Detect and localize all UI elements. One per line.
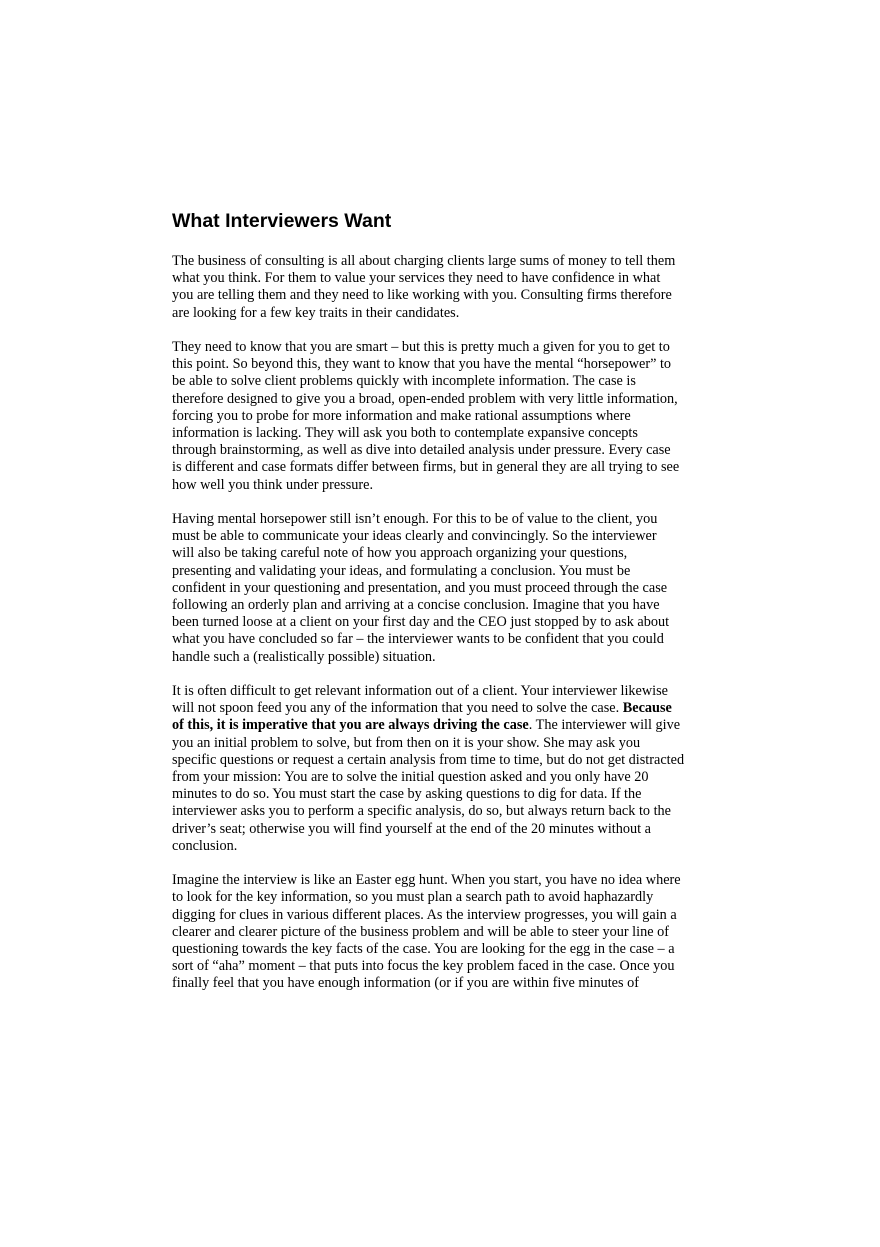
text-line: presenting and validating your ideas, and formulating a conclusion. You must be bbox=[172, 562, 631, 579]
text-line: you an initial problem to solve, but from then on it is your show. She may ask you bbox=[172, 734, 641, 751]
text-line: been turned loose at a client on your first day and the CEO just stopped by to ask about bbox=[172, 614, 670, 631]
text-line: clearer and clearer picture of the business problem and will be able to steer your line of bbox=[172, 923, 669, 940]
text-line: be able to solve client problems quickly with incomplete information. The case is bbox=[172, 373, 636, 390]
text-line: to look for the key information, so you must plan a search path to avoid haphazardly bbox=[172, 889, 654, 906]
text-line: will also be taking careful note of how you approach organizing your questions, bbox=[172, 545, 628, 562]
text-line: you are telling them and they need to like working with you. Consulting firms therefore bbox=[172, 287, 672, 304]
text-line: Having mental horsepower still isn’t enough. For this to be of value to the client, you bbox=[172, 511, 658, 528]
text-line: It is often difficult to get relevant information out of a client. Your interviewer likewise bbox=[172, 683, 668, 700]
text-line: minutes to do so. You must start the case by asking questions to dig for data. If the bbox=[172, 786, 642, 803]
paragraph-1 bbox=[172, 253, 717, 322]
emphasis-text: Because bbox=[622, 700, 672, 717]
text-line: digging for clues in various different places. As the interview progresses, you will gain a bbox=[172, 906, 677, 923]
text-line: driver’s seat; otherwise you will find yourself at the end of the 20 minutes without a bbox=[172, 820, 651, 837]
text-line: following an orderly plan and arriving at a concise conclusion. Imagine that you have bbox=[172, 597, 660, 614]
text-line: questioning towards the key facts of the case. You are looking for the egg in the case – a bbox=[172, 941, 675, 958]
text-line: information is lacking. They will ask you both to contemplate expansive concepts bbox=[172, 425, 638, 442]
paragraph-5 bbox=[172, 872, 717, 992]
document-body bbox=[172, 207, 717, 1010]
text-line: how well you think under pressure. bbox=[172, 476, 374, 493]
emphasis-text: of this, it is imperative that you are always driving the case bbox=[172, 717, 529, 734]
paragraph-4 bbox=[172, 683, 717, 855]
text-line: therefore designed to give you a broad, open-ended problem with very little information, bbox=[172, 390, 678, 407]
page-title: What Interviewers Want bbox=[172, 210, 392, 232]
text-line: sort of “aha” moment – that puts into focus the key problem faced in the case. Once you bbox=[172, 958, 675, 975]
text-line: handle such a (realistically possible) situation. bbox=[172, 648, 436, 665]
text-run: will not spoon feed you any of the information that you need to solve the case. bbox=[172, 700, 623, 717]
text-line: are looking for a few key traits in their candidates. bbox=[172, 304, 460, 321]
text-line: through brainstorming, as well as dive into detailed analysis under pressure. Every case bbox=[172, 442, 671, 459]
text-line: They need to know that you are smart – but this is pretty much a given for you to get to bbox=[172, 339, 670, 355]
text-line: conclusion. bbox=[172, 837, 238, 854]
text-line: confident in your questioning and presentation, and you must proceed through the case bbox=[172, 579, 668, 596]
text-line: finally feel that you have enough information (or if you are within five minutes of bbox=[172, 975, 639, 992]
text-line: this point. So beyond this, they want to know that you have the mental “horsepower” to bbox=[172, 356, 672, 373]
text-line: The business of consulting is all about charging clients large sums of money to tell them bbox=[172, 253, 676, 269]
text-line bbox=[172, 700, 717, 717]
text-line: is different and case formats differ between firms, but in general they are all trying to see bbox=[172, 459, 680, 476]
text-line: what you have concluded so far – the interviewer wants to be confident that you could bbox=[172, 631, 664, 648]
text-line: must be able to communicate your ideas clearly and convincingly. So the interviewer bbox=[172, 528, 657, 545]
text-line: from your mission: You are to solve the initial question asked and you only have 20 bbox=[172, 769, 649, 786]
paragraph-2 bbox=[172, 339, 717, 494]
text-line bbox=[172, 717, 717, 734]
paragraph-3 bbox=[172, 511, 717, 666]
text-line: interviewer asks you to perform a specific analysis, do so, but always return back to the bbox=[172, 803, 672, 820]
text-line: Imagine the interview is like an Easter egg hunt. When you start, you have no idea where bbox=[172, 872, 681, 889]
text-run: . The interviewer will give bbox=[528, 717, 681, 734]
text-line: forcing you to probe for more information and make rational assumptions where bbox=[172, 407, 631, 424]
text-line: specific questions or request a certain analysis from time to time, but do not get distracted bbox=[172, 751, 685, 768]
text-line: what you think. For them to value your services they need to have confidence in what bbox=[172, 270, 661, 287]
